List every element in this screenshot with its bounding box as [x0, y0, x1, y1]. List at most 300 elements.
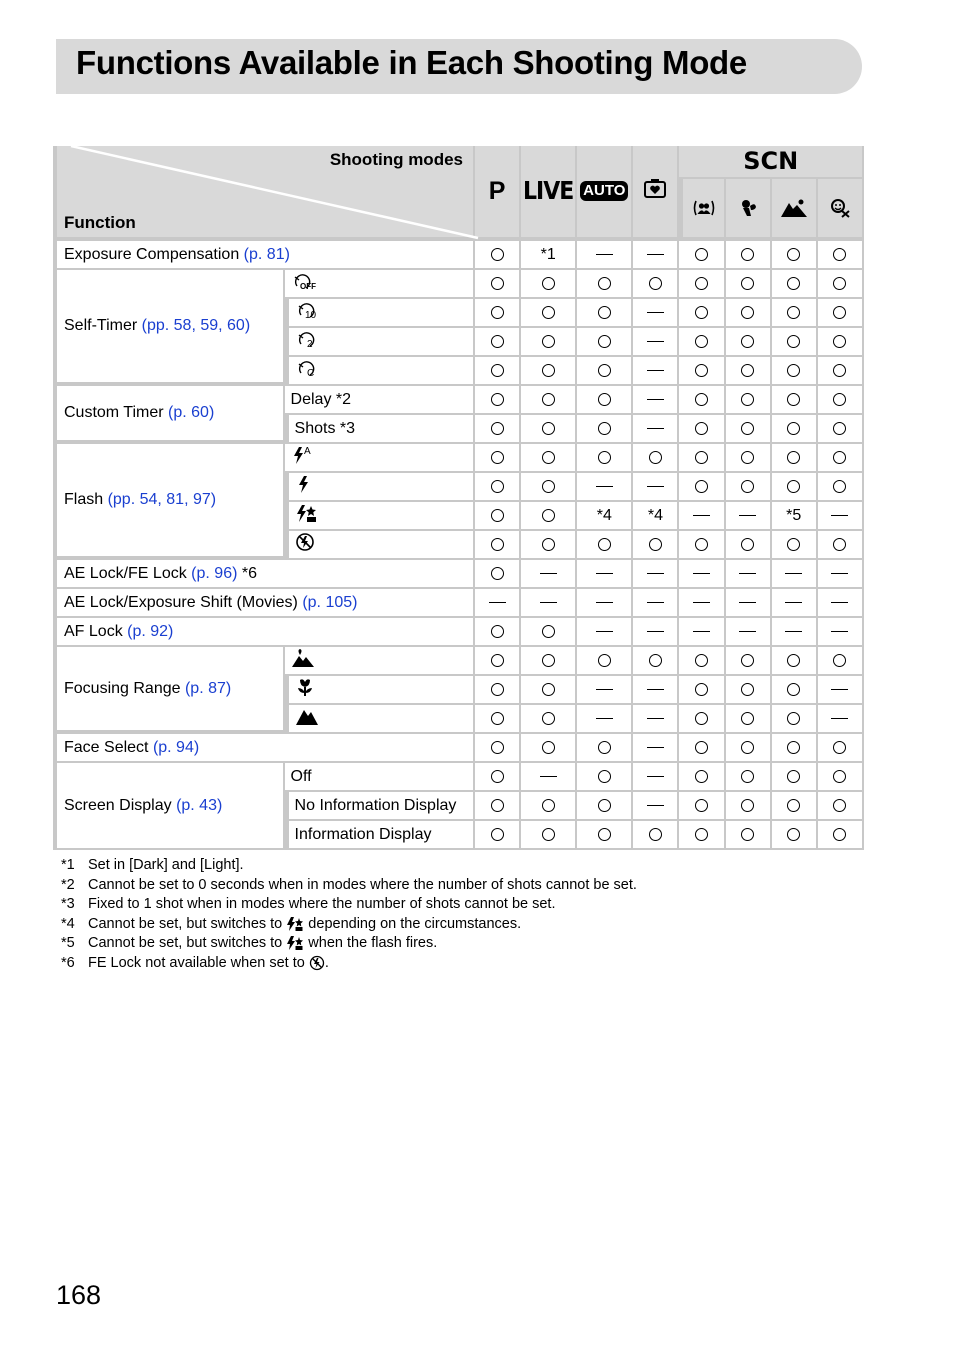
circle-icon — [649, 828, 662, 841]
circle-icon — [598, 335, 611, 348]
circle-icon — [649, 654, 662, 667]
circle-icon — [695, 335, 708, 348]
unavailable-mark — [577, 676, 633, 705]
unavailable-mark — [633, 734, 679, 763]
circle-icon — [787, 683, 800, 696]
circle-icon — [695, 277, 708, 290]
available-mark — [521, 299, 577, 328]
available-mark — [772, 676, 818, 705]
dash-icon — [785, 631, 802, 633]
circle-icon — [787, 480, 800, 493]
selftimer-ref-60[interactable]: 60 — [227, 317, 245, 334]
circle-icon — [491, 393, 504, 406]
dash-icon — [647, 428, 664, 430]
dash-icon — [693, 573, 710, 575]
unavailable-mark — [818, 618, 864, 647]
dash-icon — [831, 689, 848, 691]
unavailable-mark — [521, 560, 577, 589]
program-mode-icon: P — [488, 177, 506, 205]
dash-icon — [540, 602, 557, 604]
available-mark — [726, 763, 772, 792]
dash-icon — [647, 689, 664, 691]
available-mark — [726, 386, 772, 415]
available-mark — [633, 821, 679, 850]
circle-icon — [833, 335, 846, 348]
dash-icon — [596, 631, 613, 633]
focus-label: Focusing Range (p. 87) — [53, 647, 285, 734]
circle-icon — [741, 799, 754, 812]
dash-icon — [647, 602, 664, 604]
info-label: Information Display — [285, 821, 475, 850]
available-mark — [772, 386, 818, 415]
slow-synchro-icon — [286, 916, 304, 932]
dash-icon — [647, 573, 664, 575]
footnote-6: *6 FE Lock not available when set to . — [61, 954, 329, 971]
landscape-icon — [781, 198, 807, 218]
flash-ref-97[interactable]: 97 — [192, 491, 211, 508]
unavailable-mark — [577, 618, 633, 647]
dash-icon — [831, 631, 848, 633]
circle-icon — [491, 654, 504, 667]
circle-icon — [741, 422, 754, 435]
shots-label: Shots *3 — [285, 415, 475, 444]
aflock-ref-link[interactable]: (p. 92) — [127, 622, 174, 640]
circle-icon — [542, 335, 555, 348]
aflock-label: AF Lock (p. 92) — [53, 618, 475, 647]
available-mark — [577, 386, 633, 415]
circle-icon — [833, 306, 846, 319]
available-mark — [679, 647, 725, 676]
available-mark — [521, 444, 577, 473]
available-mark — [818, 415, 864, 444]
unavailable-mark — [679, 560, 725, 589]
off-label: Off — [285, 763, 475, 792]
available-mark — [521, 357, 577, 386]
dash-icon — [596, 486, 613, 488]
circle-icon — [542, 364, 555, 377]
kids-pets-icon — [738, 198, 758, 218]
flash-ref-81[interactable]: 81 — [166, 491, 185, 508]
circle-icon — [741, 538, 754, 551]
circle-icon — [542, 277, 555, 290]
circle-icon — [787, 393, 800, 406]
available-mark — [475, 270, 521, 299]
available-mark — [772, 299, 818, 328]
available-mark — [679, 299, 725, 328]
available-mark — [521, 792, 577, 821]
available-mark — [475, 444, 521, 473]
unavailable-mark — [577, 560, 633, 589]
available-mark — [577, 357, 633, 386]
circle-icon — [741, 306, 754, 319]
circle-icon — [491, 248, 504, 261]
available-mark — [772, 821, 818, 850]
normal-af-icon — [285, 647, 475, 676]
circle-icon — [695, 741, 708, 754]
dash-icon — [596, 573, 613, 575]
available-mark — [521, 676, 577, 705]
svg-text:2: 2 — [306, 339, 313, 350]
dash-icon — [739, 515, 756, 517]
flash-off-icon — [309, 955, 325, 971]
circle-icon — [598, 538, 611, 551]
mode-auto — [577, 146, 633, 241]
flash-ref-54[interactable]: 54 — [139, 491, 158, 508]
circle-icon — [741, 364, 754, 377]
circle-icon — [833, 451, 846, 464]
shooting-modes-label: Shooting modes — [329, 150, 463, 169]
available-mark — [772, 357, 818, 386]
available-mark — [818, 734, 864, 763]
available-mark — [726, 531, 772, 560]
available-mark — [726, 734, 772, 763]
infinity-icon — [285, 705, 475, 734]
available-mark — [772, 473, 818, 502]
circle-icon — [833, 654, 846, 667]
available-mark — [772, 241, 818, 270]
available-mark — [818, 299, 864, 328]
face-ref-link[interactable]: (p. 94) — [152, 738, 200, 756]
available-mark — [577, 415, 633, 444]
available-mark — [475, 763, 521, 792]
scn-smart-shutter — [818, 179, 864, 241]
exposure-ref-link[interactable]: (p. 81) — [243, 245, 290, 263]
timer-custom-icon — [285, 357, 475, 386]
macro-icon — [285, 676, 475, 705]
footnote-mark: *4 — [633, 502, 679, 531]
circle-icon — [695, 422, 708, 435]
available-mark — [679, 386, 725, 415]
unavailable-mark — [818, 676, 864, 705]
circle-icon — [598, 799, 611, 812]
circle-icon — [491, 799, 504, 812]
auto-mode-icon: AUTO — [580, 181, 628, 201]
available-mark — [818, 792, 864, 821]
available-mark — [726, 241, 772, 270]
dash-icon — [831, 573, 848, 575]
selftimer-ref-58[interactable]: 58 — [173, 317, 192, 334]
circle-icon — [787, 277, 800, 290]
unavailable-mark — [633, 705, 679, 734]
dash-icon — [739, 573, 756, 575]
available-mark — [521, 734, 577, 763]
available-mark — [818, 270, 864, 299]
row-aeshift — [53, 589, 864, 618]
available-mark — [772, 734, 818, 763]
circle-icon — [542, 654, 555, 667]
circle-icon — [491, 828, 504, 841]
scene-group-icon: SCN — [743, 147, 799, 175]
circle-icon — [787, 422, 800, 435]
unavailable-mark — [772, 560, 818, 589]
available-mark — [679, 357, 725, 386]
circle-icon — [491, 538, 504, 551]
selftimer-label: Self-Timer (pp. 58, 59, 60) — [53, 270, 285, 386]
circle-icon — [542, 625, 555, 638]
circle-icon — [741, 683, 754, 696]
available-mark — [475, 531, 521, 560]
available-mark — [475, 734, 521, 763]
focus-ref-link[interactable]: (p. 87) — [184, 679, 232, 697]
circle-icon — [741, 248, 754, 261]
circle-icon — [787, 741, 800, 754]
screen-ref-link[interactable]: (p. 43) — [176, 796, 223, 814]
flash-label: Flash (pp. 54, 81, 97) — [53, 444, 285, 560]
custom-timer-ref-link[interactable]: (p. 60) — [168, 404, 215, 421]
available-mark — [475, 473, 521, 502]
available-mark — [726, 299, 772, 328]
available-mark — [679, 734, 725, 763]
circle-icon — [695, 480, 708, 493]
unavailable-mark — [633, 386, 679, 415]
row-exposure — [53, 241, 864, 270]
unavailable-mark — [633, 589, 679, 618]
dash-icon — [739, 602, 756, 604]
unavailable-mark — [726, 589, 772, 618]
unavailable-mark — [633, 676, 679, 705]
circle-icon — [695, 393, 708, 406]
unavailable-mark — [726, 618, 772, 647]
available-mark — [772, 531, 818, 560]
live-mode-icon: LIVE — [523, 177, 574, 206]
available-mark — [772, 328, 818, 357]
unavailable-mark — [633, 792, 679, 821]
circle-icon — [695, 451, 708, 464]
circle-icon — [695, 248, 708, 261]
available-mark — [726, 647, 772, 676]
svg-text:C: C — [306, 368, 314, 379]
circle-icon — [787, 306, 800, 319]
available-mark — [521, 473, 577, 502]
circle-icon — [833, 248, 846, 261]
screen-label: Screen Display (p. 43) — [53, 763, 285, 850]
available-mark — [475, 647, 521, 676]
circle-icon — [491, 625, 504, 638]
unavailable-mark — [772, 618, 818, 647]
aelock-ref-link[interactable]: (p. 96) — [191, 564, 238, 582]
available-mark — [475, 299, 521, 328]
circle-icon — [787, 538, 800, 551]
footnote-1: *1 Set in [Dark] and [Light]. — [61, 857, 244, 873]
dash-icon — [647, 312, 664, 314]
unavailable-mark — [633, 560, 679, 589]
available-mark — [818, 241, 864, 270]
available-mark — [772, 647, 818, 676]
available-mark — [633, 647, 679, 676]
dash-icon — [785, 602, 802, 604]
available-mark — [772, 792, 818, 821]
unavailable-mark — [521, 589, 577, 618]
circle-icon — [787, 828, 800, 841]
unavailable-mark — [772, 589, 818, 618]
selftimer-ref-59[interactable]: 59 — [200, 317, 219, 334]
circle-icon — [741, 480, 754, 493]
circle-icon — [695, 683, 708, 696]
circle-icon — [491, 770, 504, 783]
available-mark — [679, 531, 725, 560]
available-mark — [772, 270, 818, 299]
circle-icon — [787, 451, 800, 464]
circle-icon — [741, 712, 754, 725]
circle-icon — [491, 509, 504, 522]
circle-icon — [833, 770, 846, 783]
dash-icon — [647, 776, 664, 778]
circle-icon — [833, 799, 846, 812]
dash-icon — [647, 631, 664, 633]
available-mark — [726, 357, 772, 386]
circle-icon — [833, 277, 846, 290]
circle-icon — [695, 538, 708, 551]
footnote-mark: *5 — [772, 502, 818, 531]
circle-icon — [787, 654, 800, 667]
available-mark — [521, 531, 577, 560]
unavailable-mark — [726, 560, 772, 589]
available-mark — [772, 415, 818, 444]
aeshift-ref-link[interactable]: (p. 105) — [302, 593, 358, 611]
circle-icon — [833, 741, 846, 754]
header-corner — [53, 146, 475, 241]
available-mark — [633, 444, 679, 473]
circle-icon — [542, 683, 555, 696]
footnote-3: *3 Fixed to 1 shot when in modes where the number of shots cannot be set. — [61, 896, 556, 912]
unavailable-mark — [726, 502, 772, 531]
circle-icon — [491, 422, 504, 435]
circle-icon — [833, 828, 846, 841]
unavailable-mark — [475, 589, 521, 618]
aelock-label: AE Lock/FE Lock (p. 96) *6 — [53, 560, 475, 589]
available-mark — [521, 821, 577, 850]
circle-icon — [598, 422, 611, 435]
circle-icon — [491, 306, 504, 319]
available-mark — [726, 270, 772, 299]
circle-icon — [542, 306, 555, 319]
unavailable-mark — [818, 560, 864, 589]
available-mark — [475, 328, 521, 357]
row-screen-off — [53, 763, 864, 792]
function-label: Function — [64, 213, 136, 232]
available-mark — [521, 705, 577, 734]
dash-icon — [739, 631, 756, 633]
available-mark — [577, 270, 633, 299]
delay-label: Delay *2 — [285, 386, 475, 415]
circle-icon — [598, 741, 611, 754]
circle-icon — [741, 335, 754, 348]
available-mark — [577, 792, 633, 821]
row-aflock — [53, 618, 864, 647]
available-mark — [633, 531, 679, 560]
circle-icon — [695, 364, 708, 377]
mode-live — [521, 146, 577, 241]
footnote-mark: *4 — [577, 502, 633, 531]
circle-icon — [741, 828, 754, 841]
unavailable-mark — [577, 473, 633, 502]
circle-icon — [649, 538, 662, 551]
unavailable-mark — [633, 357, 679, 386]
circle-icon — [542, 538, 555, 551]
dash-icon — [647, 486, 664, 488]
available-mark — [818, 386, 864, 415]
available-mark — [679, 821, 725, 850]
circle-icon — [741, 741, 754, 754]
available-mark — [521, 415, 577, 444]
available-mark — [577, 763, 633, 792]
scn-landscape — [772, 179, 818, 241]
no-info-label: No Information Display — [285, 792, 475, 821]
dash-icon — [540, 776, 557, 778]
available-mark — [818, 328, 864, 357]
slow-synchro-icon — [285, 502, 475, 531]
circle-icon — [491, 683, 504, 696]
circle-icon — [787, 364, 800, 377]
circle-icon — [542, 393, 555, 406]
row-focus-normal — [53, 647, 864, 676]
circle-icon — [787, 335, 800, 348]
available-mark — [577, 647, 633, 676]
page-number: 168 — [56, 1280, 102, 1310]
row-custom-delay — [53, 386, 864, 415]
available-mark — [726, 328, 772, 357]
available-mark — [577, 821, 633, 850]
available-mark — [475, 241, 521, 270]
dash-icon — [596, 602, 613, 604]
available-mark — [818, 763, 864, 792]
circle-icon — [695, 828, 708, 841]
available-mark — [726, 415, 772, 444]
unavailable-mark — [633, 763, 679, 792]
row-flash-auto — [53, 444, 864, 473]
custom-timer-label: Custom Timer (p. 60) — [53, 386, 285, 444]
circle-icon — [491, 364, 504, 377]
available-mark — [475, 560, 521, 589]
available-mark — [679, 270, 725, 299]
unavailable-mark — [577, 589, 633, 618]
svg-text:A: A — [303, 446, 311, 457]
available-mark — [679, 444, 725, 473]
circle-icon — [542, 422, 555, 435]
unavailable-mark — [633, 328, 679, 357]
available-mark — [818, 473, 864, 502]
unavailable-mark — [633, 618, 679, 647]
available-mark — [679, 676, 725, 705]
dash-icon — [693, 602, 710, 604]
unavailable-mark — [818, 502, 864, 531]
available-mark — [679, 705, 725, 734]
available-mark — [679, 415, 725, 444]
unavailable-mark — [679, 618, 725, 647]
dash-icon — [647, 341, 664, 343]
timer-10s-icon — [285, 299, 475, 328]
circle-icon — [542, 741, 555, 754]
unavailable-mark — [577, 241, 633, 270]
unavailable-mark — [633, 241, 679, 270]
unavailable-mark — [577, 705, 633, 734]
dash-icon — [596, 718, 613, 720]
unavailable-mark — [818, 705, 864, 734]
dash-icon — [693, 515, 710, 517]
available-mark — [475, 792, 521, 821]
circle-icon — [741, 277, 754, 290]
circle-icon — [833, 480, 846, 493]
circle-icon — [833, 538, 846, 551]
available-mark — [679, 328, 725, 357]
available-mark — [679, 473, 725, 502]
available-mark — [679, 792, 725, 821]
circle-icon — [491, 451, 504, 464]
unavailable-mark — [521, 763, 577, 792]
dash-icon — [831, 718, 848, 720]
circle-icon — [598, 277, 611, 290]
dash-icon — [596, 254, 613, 256]
